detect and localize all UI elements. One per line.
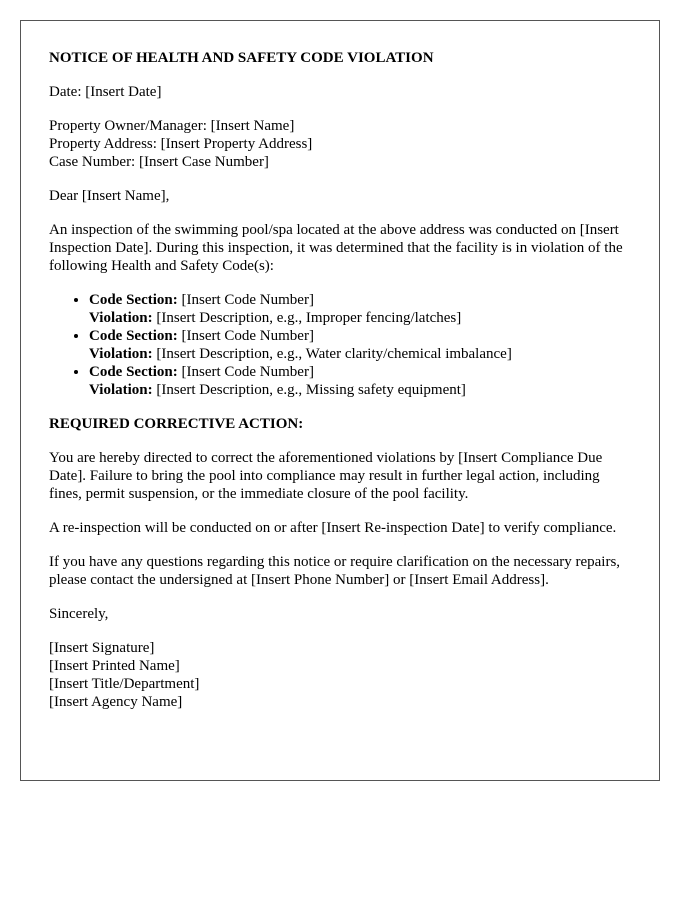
code-section-value: [Insert Code Number] [177,364,314,380]
notice-title: NOTICE OF HEALTH AND SAFETY CODE VIOLATION [49,50,434,66]
signature-line: [Insert Signature] [49,640,155,656]
signature-block [49,639,631,711]
corrective-action-heading: REQUIRED CORRECTIVE ACTION: [49,416,304,432]
violation-label: Violation: [89,382,153,398]
list-item [89,363,631,399]
code-section-label: Code Section: [89,364,178,380]
corrective-action-paragraph: You are hereby directed to correct the aforementioned violations by [Insert Compliance Due Date]. Failure to bring the pool into compliance may result in further legal action, including fines, permit suspension, or the immediate closure of the pool facility. [49,450,603,502]
violation-label: Violation: [89,346,153,362]
violation-description: [Insert Description, e.g., Missing safety equipment] [152,382,466,398]
title-department-line: [Insert Title/Department] [49,676,200,692]
address-line: Property Address: [Insert Property Address] [49,136,313,152]
code-section-label: Code Section: [89,292,178,308]
list-item [89,291,631,327]
owner-line: Property Owner/Manager: [Insert Name] [49,118,295,134]
notice-document [20,20,660,781]
case-number-line: Case Number: [Insert Case Number] [49,154,269,170]
recipient-block [49,117,631,171]
violation-label: Violation: [89,310,153,326]
reinspection-paragraph: A re-inspection will be conducted on or after [Insert Re-inspection Date] to verify compliance. [49,520,617,536]
violation-description: [Insert Description, e.g., Water clarity/chemical imbalance] [152,346,512,362]
salutation: Dear [Insert Name], [49,188,170,204]
code-section-value: [Insert Code Number] [177,328,314,344]
violation-description: [Insert Description, e.g., Improper fencing/latches] [152,310,462,326]
agency-name-line: [Insert Agency Name] [49,694,183,710]
contact-paragraph: If you have any questions regarding this notice or require clarification on the necessary repairs, please contact the undersigned at [Insert Phone Number] or [Insert Email Address]. [49,554,621,588]
code-section-label: Code Section: [89,328,178,344]
closing: Sincerely, [49,606,109,622]
date-line: Date: [Insert Date] [49,84,162,100]
intro-paragraph: An inspection of the swimming pool/spa located at the above address was conducted on [Insert Inspection Date]. During this inspection, it was determined that the facility is in violation of the following Health and Safety Code(s): [49,222,623,274]
code-section-value: [Insert Code Number] [177,292,314,308]
printed-name-line: [Insert Printed Name] [49,658,180,674]
list-item [89,327,631,363]
violations-list [49,291,631,399]
